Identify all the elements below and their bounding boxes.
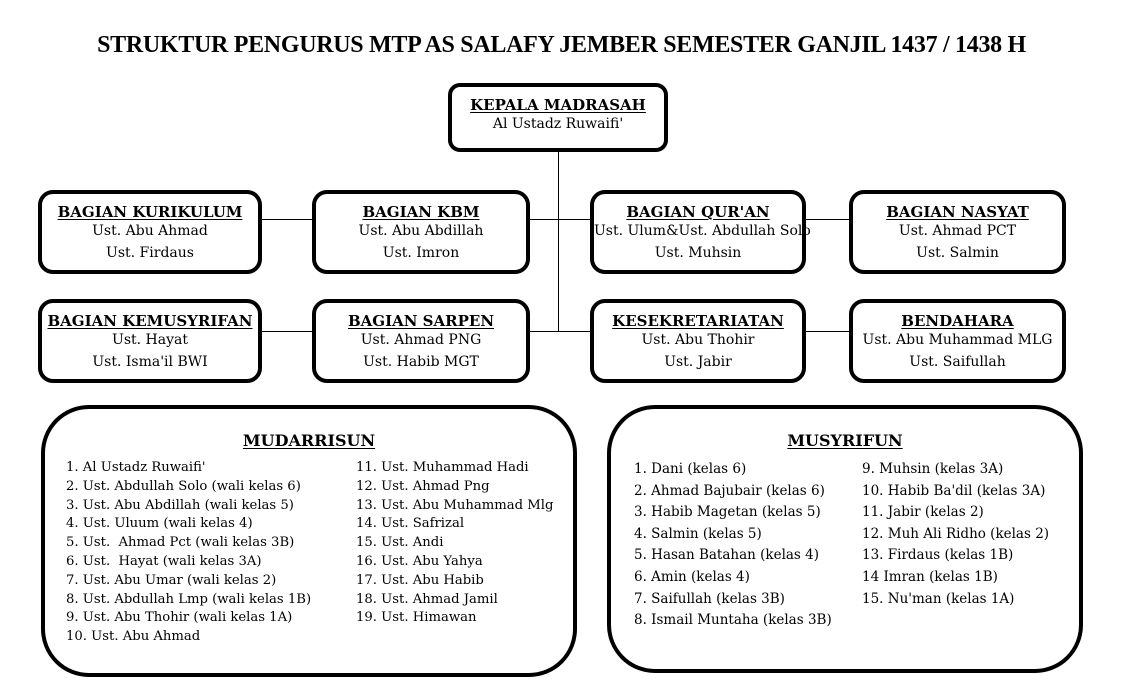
dept-member: Ust. Salmin [916, 244, 999, 261]
list-item: 12. Ust. Ahmad Png [356, 478, 490, 494]
list-item: 11. Jabir (kelas 2) [862, 504, 984, 521]
list-item: 18. Ust. Ahmad Jamil [356, 591, 498, 607]
org-box-kepala-madrasah [448, 83, 668, 152]
list-item: 1. Al Ustadz Ruwaifi' [66, 460, 206, 475]
list-item: 4. Salmin (kelas 5) [634, 525, 762, 542]
dept-title: BAGIAN KURIKULUM [57, 203, 243, 221]
list-item: 5. Hasan Batahan (kelas 4) [634, 547, 820, 564]
list-item: 16. Ust. Abu Yahya [356, 553, 483, 569]
org-box-bagian-sarpen [312, 299, 530, 383]
list-item: 14. Ust. Safrizal [356, 516, 465, 532]
dept-member: Ust. Abu Abdillah [358, 223, 484, 239]
dept-member: Ust. Hayat [112, 332, 188, 348]
list-item: 8. Ust. Abdullah Lmp (wali kelas 1B) [66, 591, 312, 607]
list-item: 12. Muh Ali Ridho (kelas 2) [862, 525, 1050, 542]
list-item: 2. Ahmad Bajubair (kelas 6) [634, 482, 825, 499]
musyrifun-box [607, 405, 1083, 673]
org-box-bendahara [849, 299, 1066, 383]
musyrifun-title: MUSYRIFUN [787, 431, 903, 450]
list-item: 4. Ust. Uluum (wali kelas 4) [66, 516, 253, 532]
dept-title: BAGIAN KBM [362, 203, 480, 221]
dept-member: Ust. Ahmad PNG [360, 332, 482, 348]
list-item: 2. Ust. Abdullah Solo (wali kelas 6) [66, 478, 301, 494]
list-item: 9. Muhsin (kelas 3A) [862, 461, 1004, 477]
dept-title: BAGIAN SARPEN [347, 312, 495, 330]
list-item: 6. Amin (kelas 4) [634, 568, 750, 585]
dept-member: Ust. Habib MGT [363, 353, 479, 370]
list-item: 7. Ust. Abu Umar (wali kelas 2) [66, 572, 277, 588]
kepala-title: KEPALA MADRASAH [470, 96, 646, 114]
list-item: 9. Ust. Abu Thohir (wali kelas 1A) [66, 610, 293, 626]
dept-member: Ust. Ahmad PCT [898, 223, 1017, 239]
list-item: 10. Habib Ba'dil (kelas 3A) [862, 482, 1046, 499]
connector-row1-c [806, 219, 849, 220]
dept-title: BAGIAN NASYAT [886, 203, 1029, 221]
list-item: 19. Ust. Himawan [356, 610, 477, 626]
list-item: 10. Ust. Abu Ahmad [66, 629, 201, 645]
org-box-bagian-nasyat [849, 190, 1066, 274]
dept-title: BAGIAN KEMUSYRIFAN [47, 312, 253, 330]
list-item: 8. Ismail Muntaha (kelas 3B) [634, 612, 832, 629]
list-item: 7. Saifullah (kelas 3B) [634, 590, 785, 607]
list-item: 6. Ust. Hayat (wali kelas 3A) [66, 553, 262, 569]
musyrifun-column-1 [634, 459, 832, 632]
list-item: 3. Ust. Abu Abdillah (wali kelas 5) [66, 497, 294, 513]
connector-row1-b [530, 219, 590, 220]
org-box-bagian-quran [590, 190, 811, 274]
dept-title: BAGIAN QUR'AN [626, 203, 770, 221]
mudarrisun-title: MUDARRISUN [242, 431, 376, 450]
mudarrisun-box [41, 405, 577, 677]
dept-member: Ust. Firdaus [106, 244, 194, 261]
org-box-bagian-kemusyrifan [38, 299, 262, 383]
dept-member: Ust. Ulum&Ust. Abdullah Solo [594, 223, 811, 239]
musyrifun-column-2 [862, 459, 1049, 610]
list-item: 1. Dani (kelas 6) [634, 461, 747, 477]
dept-title: KESEKRETARIATAN [612, 312, 784, 330]
dept-member: Ust. Saifullah [909, 353, 1006, 370]
list-item: 11. Ust. Muhammad Hadi [356, 460, 529, 475]
connector-vertical-trunk [558, 152, 559, 332]
org-box-kesekretariatan [590, 299, 806, 383]
dept-title: BENDAHARA [901, 312, 1014, 330]
dept-member: Ust. Imron [382, 244, 460, 261]
list-item: 5. Ust. Ahmad Pct (wali kelas 3B) [66, 535, 295, 551]
mudarrisun-column-2 [356, 459, 553, 628]
connector-row2-c [806, 331, 849, 332]
dept-member: Ust. Muhsin [654, 244, 742, 261]
list-item: 13. Firdaus (kelas 1B) [862, 547, 1014, 564]
dept-member: Ust. Abu Muhammad MLG [862, 332, 1053, 348]
dept-member: Ust. Abu Ahmad [92, 223, 208, 239]
list-item: 15. Nu'man (kelas 1A) [862, 590, 1015, 607]
list-item: 14 Imran (kelas 1B) [862, 568, 998, 585]
connector-row2-b [530, 331, 590, 332]
list-item: 15. Ust. Andi [356, 535, 444, 551]
org-box-bagian-kurikulum [38, 190, 262, 274]
dept-member: Ust. Abu Thohir [641, 332, 755, 348]
list-item: 3. Habib Magetan (kelas 5) [634, 504, 821, 521]
connector-row1-a [262, 219, 312, 220]
mudarrisun-column-1 [66, 459, 311, 647]
dept-member: Ust. Jabir [664, 353, 732, 370]
dept-member: Ust. Isma'il BWI [92, 353, 208, 370]
list-item: 17. Ust. Abu Habib [356, 572, 484, 588]
kepala-name: Al Ustadz Ruwaifi' [492, 116, 624, 132]
org-box-bagian-kbm [312, 190, 530, 274]
page-title: STRUKTUR PENGURUS MTP AS SALAFY JEMBER SEMESTER GANJIL 1437 / 1438 H [97, 32, 1026, 58]
connector-row2-a [262, 331, 312, 332]
list-item: 13. Ust. Abu Muhammad Mlg [356, 497, 554, 513]
